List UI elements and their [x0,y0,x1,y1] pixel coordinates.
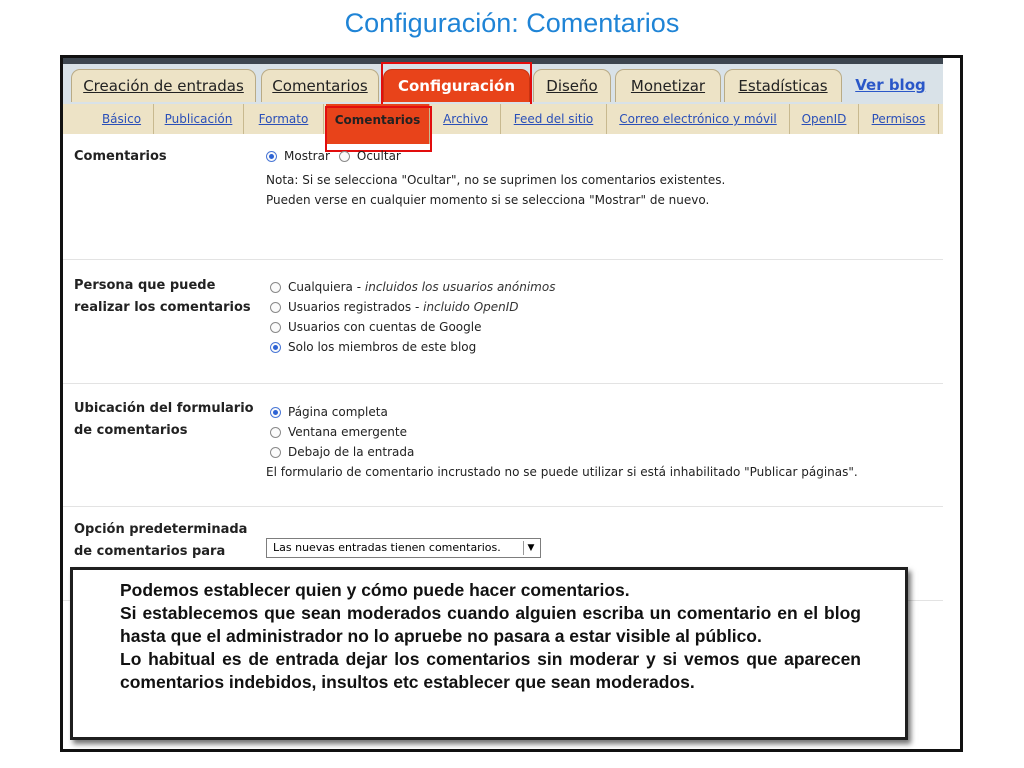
comments-note-1: Nota: Si se selecciona "Ocultar", no se suprimen los comentarios existentes. [266,173,726,187]
setting-row-who-can-comment: Persona que puede realizar los comentarios Cualquiera - incluidos los usuarios anónimos Usuarios registrados - incluido OpenID Usuarios con cuentas de Google Solo los miembros de este blog [63,259,943,384]
setting-label: Comentarios [74,149,167,164]
location-note: El formulario de comentario incrustado no se puede utilizar si está inhabilitado "Publicar páginas". [266,465,858,479]
dropdown-arrow-icon: ▼ [523,541,538,555]
radio-cualquiera[interactable] [270,282,281,293]
subtab-correo-y-movil[interactable]: Correo electrónico y móvil [607,104,790,134]
tab-configuracion[interactable]: Configuración [383,69,530,102]
setting-row-comments [63,134,943,260]
explanation-line-1: Podemos establecer quien y cómo puede hacer comentarios. [120,580,630,600]
setting-label: Ubicación del formulario de comentarios [74,401,254,438]
radio-debajo-entrada[interactable] [270,447,281,458]
setting-label: Opción predeterminada de comentarios para [74,522,248,559]
tab-comentarios[interactable]: Comentarios [261,69,379,102]
radio-ventana-emergente[interactable] [270,427,281,438]
radio-ocultar-label: Ocultar [356,149,401,163]
radio-mostrar[interactable] [266,151,277,162]
subtab-permisos[interactable]: Permisos [859,104,939,134]
radio-usuarios-registrados[interactable] [270,302,281,313]
tab-diseno[interactable]: Diseño [533,69,611,102]
subtab-openid[interactable]: OpenID [790,104,859,134]
subtab-publicacion[interactable]: Publicación [154,104,244,134]
explanation-line-3: Lo habitual es de entrada dejar los comentarios sin moderar y si vemos que aparecen comentarios indebidos, insultos etc establecer que sean moderados. [120,649,861,692]
radio-ocultar[interactable] [339,151,350,162]
subtab-formato[interactable]: Formato [244,104,324,134]
explanation-line-2: Si establecemos que sean moderados cuando alguien escriba un comentario en el blog hasta que el administrador no lo apruebe no pasara a estar visible al público. [120,603,861,646]
default-comments-select[interactable]: Las nuevas entradas tienen comentarios. ▼ [266,538,541,558]
sub-tab-bar [63,104,943,134]
slide-title: Configuración: Comentarios [344,8,680,38]
radio-cuentas-google[interactable] [270,322,281,333]
main-tab-bar [63,58,943,104]
view-blog-link[interactable]: Ver blog [855,76,926,94]
tab-estadisticas[interactable]: Estadísticas [724,69,842,102]
subtab-archivo[interactable]: Archivo [431,104,501,134]
setting-row-form-location: Ubicación del formulario de comentarios Página completa Ventana emergente Debajo de la entrada El formulario de comentario incrustado no se puede utilizar si está inhabilitado "Publicar páginas". [63,383,943,507]
explanation-box [70,567,908,740]
radio-pagina-completa[interactable] [270,407,281,418]
tab-creacion-de-entradas[interactable]: Creación de entradas [71,69,256,102]
radio-mostrar-label: Mostrar [284,149,330,163]
tab-monetizar[interactable]: Monetizar [615,69,721,102]
comments-note-2: Pueden verse en cualquier momento si se selecciona "Mostrar" de nuevo. [266,193,710,207]
subtab-comentarios[interactable]: Comentarios [326,104,430,144]
subtab-feed-del-sitio[interactable]: Feed del sitio [501,104,607,134]
setting-label: Persona que puede realizar los comentarios [74,278,251,315]
subtab-basico[interactable]: Básico [90,104,154,134]
radio-solo-miembros[interactable] [270,342,281,353]
